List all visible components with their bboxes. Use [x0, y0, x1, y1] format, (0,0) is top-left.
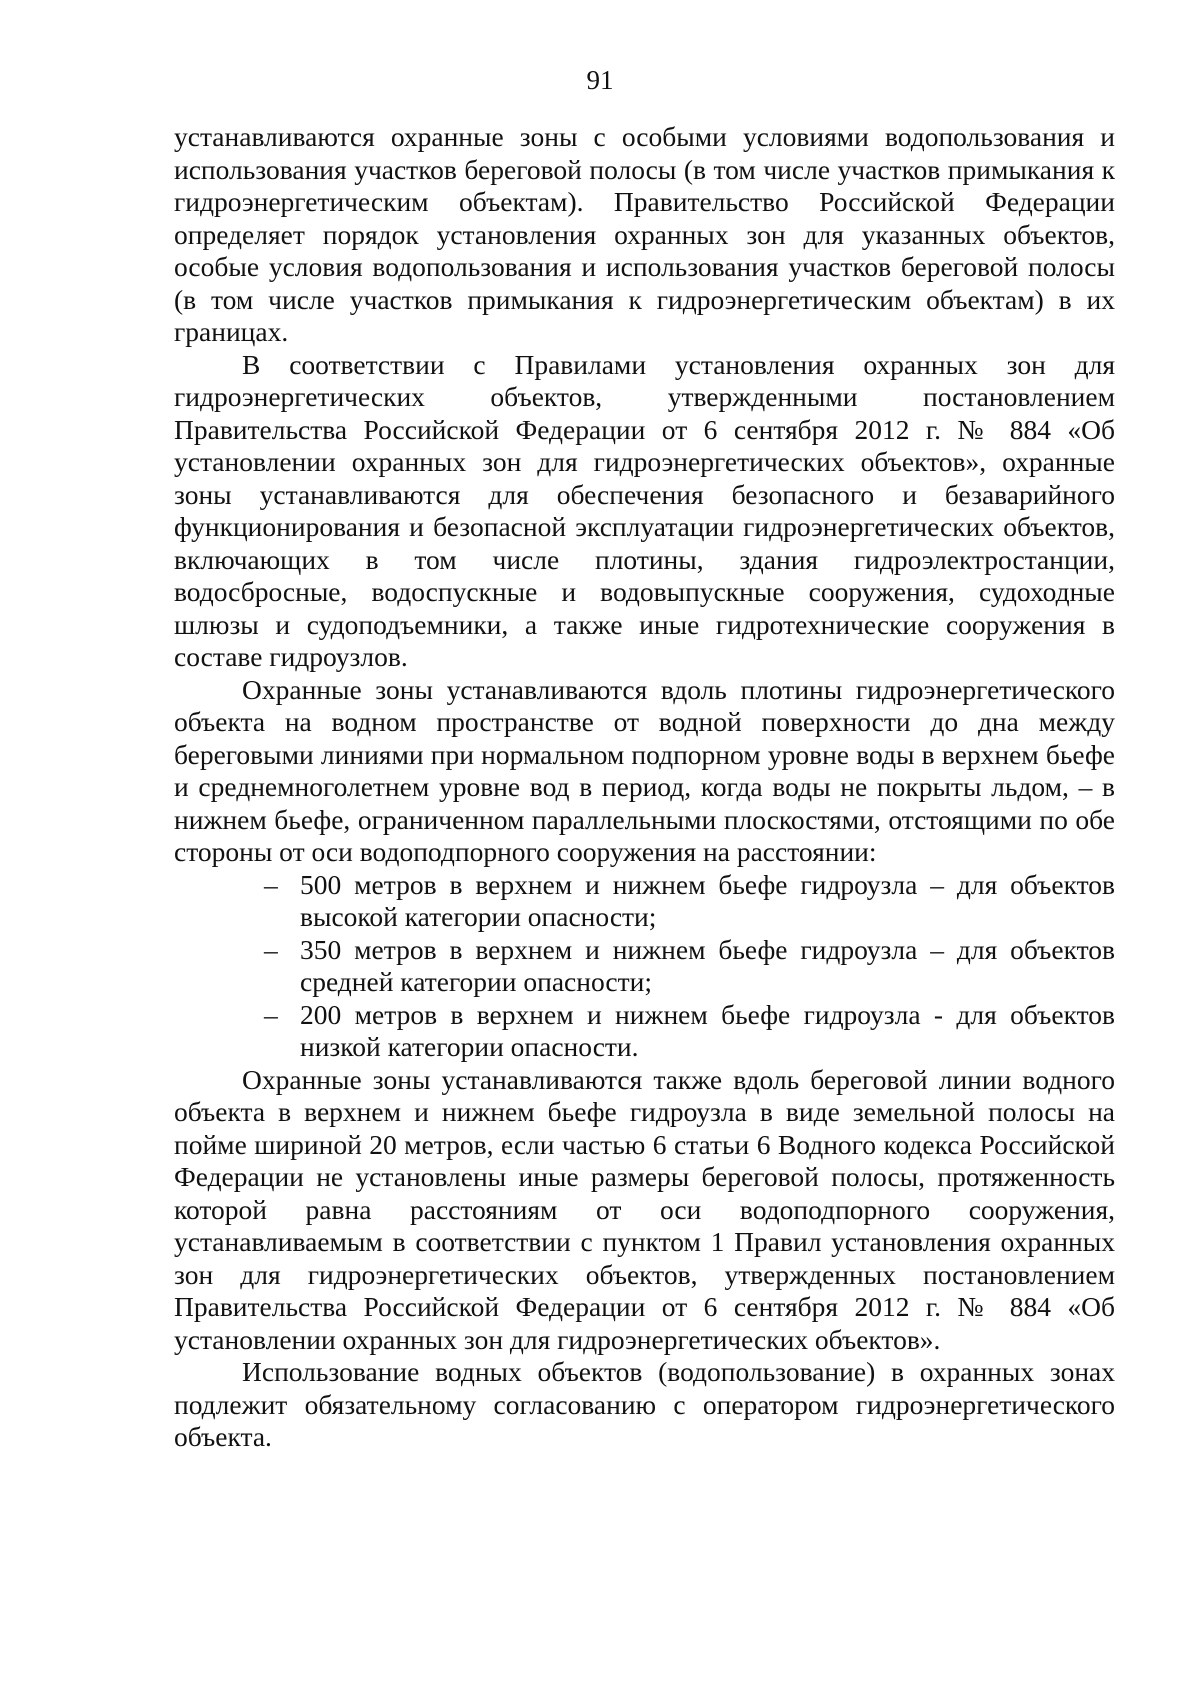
list-item-text: 350 метров в верхнем и нижнем бьефе гидроузла – для объектов средней категории опасности; — [300, 933, 1115, 997]
list-item-text: 200 метров в верхнем и нижнем бьефе гидроузла - для объектов низкой категории опасности. — [300, 998, 1115, 1062]
paragraph: В соответствии с Правилами установления охранных зон для гидроэнергетических объектов, утвержденными постановлением Правительства Российской Федерации от 6 сентября 2012 г. № 884 «Об установлении охранных зон для гидроэнергетических объектов», охранные зоны устанавливаются для обеспечения безопасного и безаварийного функционирования и безопасной эксплуатации гидроэнергетических объектов, включающих в том числе плотины, здания гидроэлектростанции, водосбросные, водоспускные и водовыпускные сооружения, судоходные шлюзы и судоподъемники, а также иные гидротехнические сооружения в составе гидроузлов. — [174, 348, 1115, 672]
list-item-text: 500 метров в верхнем и нижнем бьефе гидроузла – для объектов высокой категории опасности; — [300, 868, 1115, 932]
paragraph-continuation: устанавливаются охранные зоны с особыми условиями водопользования и использования участков береговой полосы (в том числе участков примыкания к гидроэнергетическим объектам). Правительство Российской Федерации определяет порядок установления охранных зон для указанных объектов, особые условия водопользования и использования участков береговой полосы (в том числе участков примыкания к гидроэнергетическим объектам) в их границах. — [174, 121, 1115, 347]
list-dash: – — [264, 868, 278, 900]
page-number: 91 — [586, 65, 614, 95]
list-item — [264, 868, 1115, 934]
list-item — [264, 933, 1115, 999]
paragraph: Использование водных объектов (водопользование) в охранных зонах подлежит обязательному согласованию с оператором гидроэнергетического объекта. — [174, 1356, 1115, 1452]
document-body — [174, 121, 1115, 1454]
list-item — [264, 998, 1115, 1064]
paragraph: Охранные зоны устанавливаются также вдоль береговой линии водного объекта в верхнем и нижнем бьефе гидроузла в виде земельной полосы на пойме шириной 20 метров, если частью 6 статьи 6 Водного кодекса Российской Федерации не установлены иные размеры береговой полосы, протяженность которой равна расстояниям от оси водоподпорного сооружения, устанавливаемым в соответствии с пунктом 1 Правил установления охранных зон для гидроэнергетических объектов, утвержденных постановлением Правительства Российской Федерации от 6 сентября 2012 г. № 884 «Об установлении охранных зон для гидроэнергетических объектов». — [174, 1063, 1115, 1355]
distance-list — [174, 869, 1115, 1064]
paragraph: Охранные зоны устанавливаются вдоль плотины гидроэнергетического объекта на водном пространстве от водной поверхности до дна между береговыми линиями при нормальном подпорном уровне воды в верхнем бьефе и среднемноголетнем уровне вод в период, когда воды не покрыты льдом, – в нижнем бьефе, ограниченном параллельными плоскостями, отстоящими по обе стороны от оси водоподпорного сооружения на расстоянии: — [174, 673, 1115, 867]
list-dash: – — [264, 998, 278, 1030]
list-dash: – — [264, 933, 278, 965]
